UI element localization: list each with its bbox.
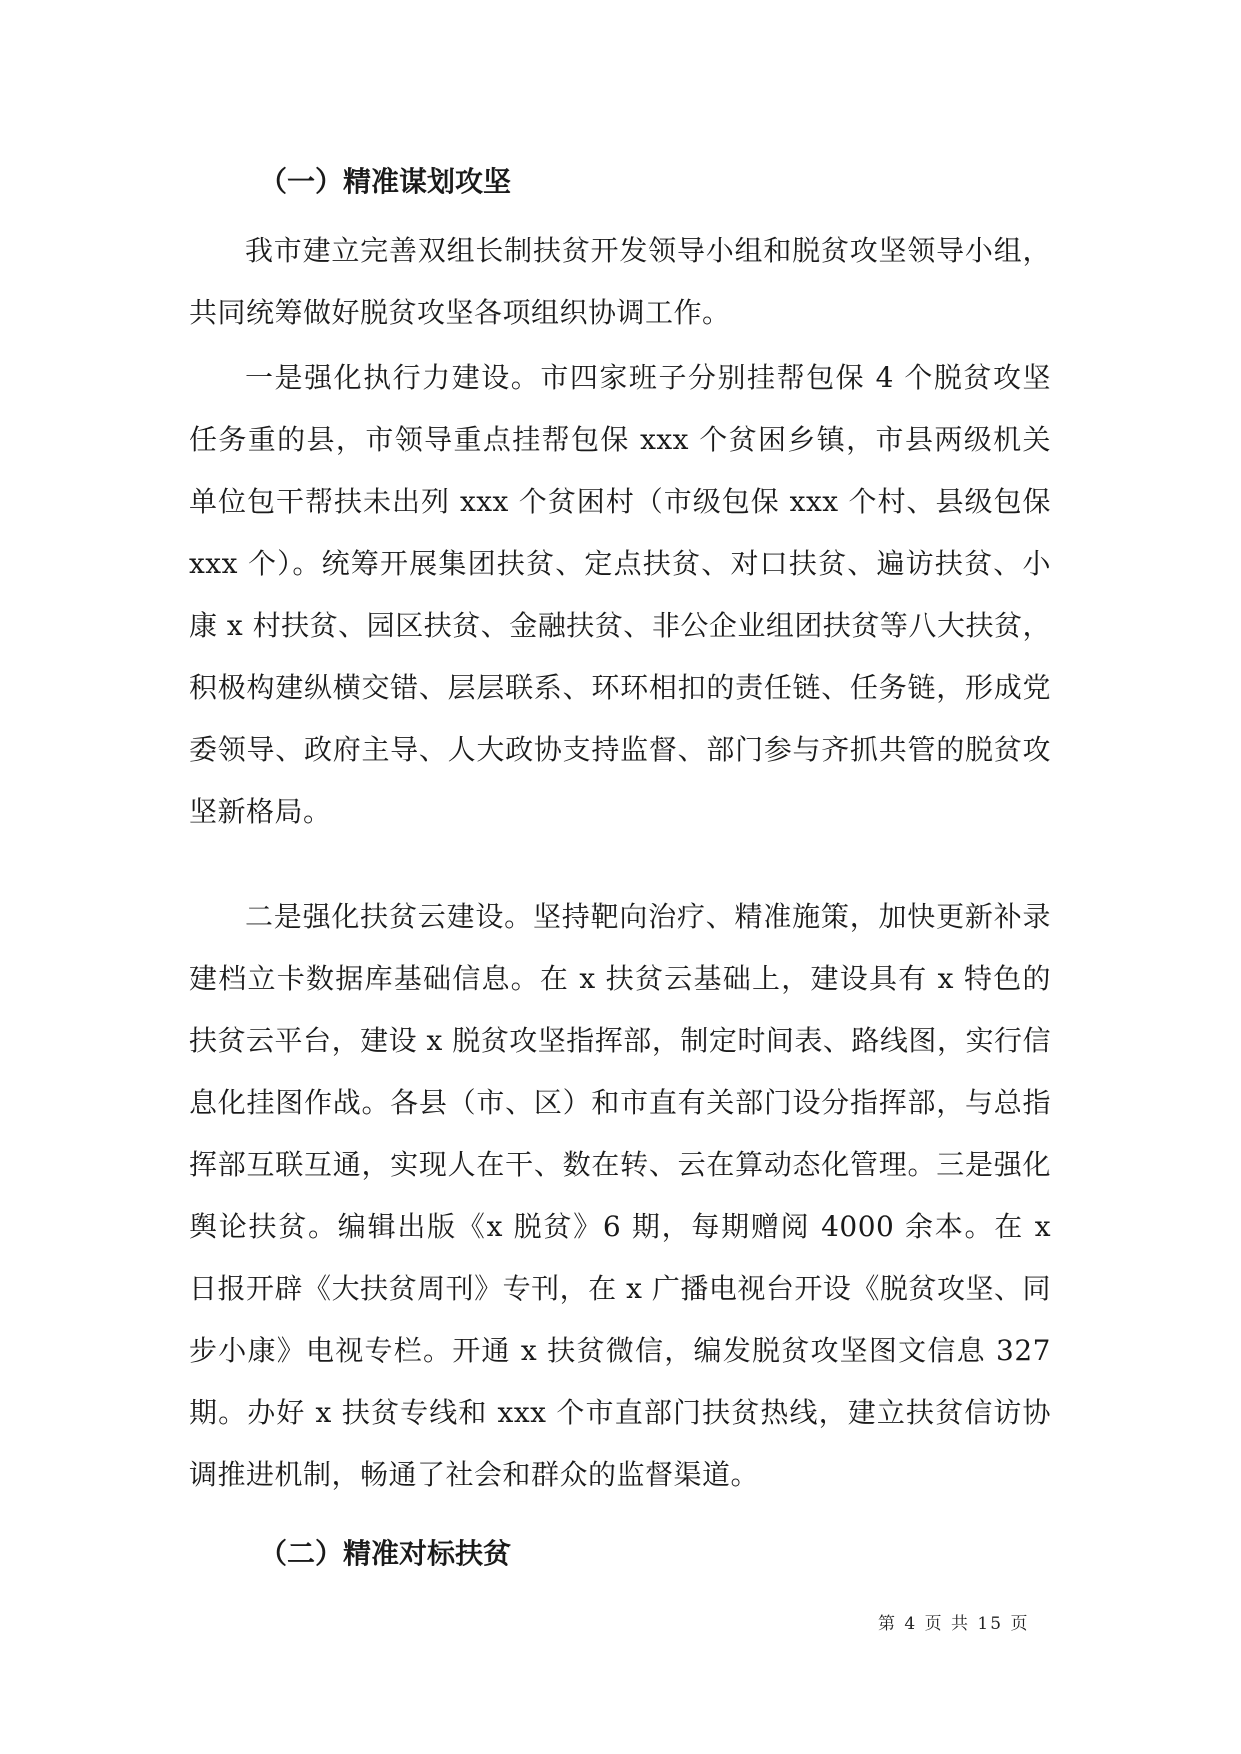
section-heading-1: （一）精准谋划攻坚 bbox=[259, 165, 512, 198]
paragraph-3: 二是强化扶贫云建设。坚持靶向治疗、精准施策，加快更新补录建档立卡数据库基础信息。在 x 扶贫云基础上，建设具有 x 特色的扶贫云平台，建设 x 脱贫攻坚指挥部，制定时间表、路线图，实行信息化挂图作战。各县（市、区）和市直有关部门设分指挥部，与总指挥部互联互通，实现人在干、数在转、云在算动态化管理。三是强化舆论扶贫。编辑出版《x 脱贫》6 期，每期赠阅 4000 余本。在 x 日报开辟《大扶贫周刊》专刊，在 x 广播电视台开设《脱贫攻坚、同步小康》电视专栏。开通 x 扶贫微信，编发脱贫攻坚图文信息 327 期。办好 x 扶贫专线和 xxx 个市直部门扶贫热线，建立扶贫信访协调推进机制，畅通了社会和群众的监督渠道。 bbox=[189, 900, 1051, 1491]
section-heading-2: （二）精准对标扶贫 bbox=[259, 1537, 512, 1570]
paragraph-1: 我市建立完善双组长制扶贫开发领导小组和脱贫攻坚领导小组，共同统筹做好脱贫攻坚各项组织协调工作。 bbox=[189, 234, 1051, 329]
paragraph-2: 一是强化执行力建设。市四家班子分别挂帮包保 4 个脱贫攻坚任务重的县，市领导重点挂帮包保 xxx 个贫困乡镇，市县两级机关单位包干帮扶未出列 xxx 个贫困村（市级包保 xxx 个村、县级包保 xxx 个）。统筹开展集团扶贫、定点扶贫、对口扶贫、遍访扶贫、小康 x 村扶贫、园区扶贫、金融扶贫、非公企业组团扶贫等八大扶贫，积极构建纵横交错、层层联系、环环相扣的责任链、任务链，形成党委领导、政府主导、人大政协支持监督、部门参与齐抓共管的脱贫攻坚新格局。 bbox=[189, 361, 1051, 828]
page-number-footer: 第 4 页 共 15 页 bbox=[878, 1614, 1030, 1634]
